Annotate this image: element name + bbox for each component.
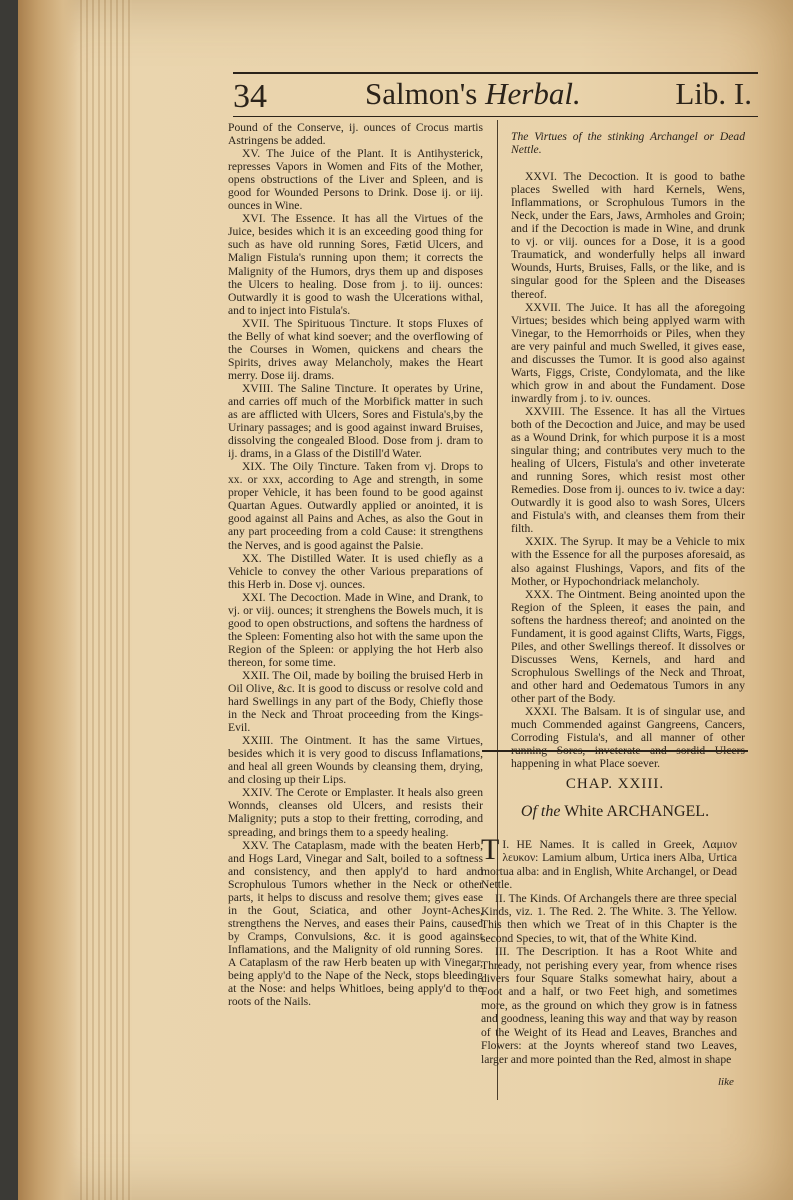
paragraph: XV. The Juice of the Plant. It is Antihysterick, represses Vapors in Women and Fits of the Mother, opens obstructions of the Liver and Spleen, and is good for Wounded Persons to Drink. Dose ij. or iij. ounces in Wine. (228, 147, 483, 213)
chapter-title: CHAP. XXIII. (565, 776, 665, 792)
running-header (213, 72, 758, 118)
drop-cap: T (481, 833, 500, 866)
paragraph: XXVI. The Decoction. It is good to bathe places Swelled with hard Kernels, Wens, Inflammations, or Scrophulous Tumors in the Neck, under the Ears, Jaws, Armholes and Groin; and if the Decoction is made in Wine, and drunk to vj. or viij. ounces for a Dose, it is a good Traumatick, and wonderfully helps all inward Wounds, Hurts, Bruises, Falls, or the like, and is singular good for the Spleen and the Diseases thereof. (511, 170, 745, 301)
paragraph: XXXI. The Balsam. It is of singular use, and much Commended against Gangreens, Cancers, Corroding Fistula's, and all manner of other running Sores, inveterate and sordid Ulcers happening in what Place soever. (511, 705, 745, 771)
paragraph: III. The Description. It has a Root White and Thready, not perishing every year, from whence rises divers four Square Stalks somewhat hairy, about a Foot and a half, or two Feet high, and sometimes more, as the ground on which they grow is in fatness and goodness, leaning this way and that way by reason of the Weight of its Head and Leaves, Branches and Flowers: at the Joynts whereof stand two Leaves, larger and more pointed than the Red, almost in shape (481, 945, 737, 1066)
paragraph: XXIII. The Ointment. It has the same Virtues, besides which it is very good to discuss Inflamations, and heal all green Wounds by cleansing them, drying, and closing up their Lips. (228, 734, 483, 787)
page-spine (18, 0, 78, 1200)
paragraph: XVI. The Essence. It has all the Virtues of the Juice, besides which it is an exceeding good thing for such as have old running Sores, Fætid Ulcers, and Malign Fistula's running upon them; it corrects the Malignity of the Humors, drys them up and disposes the Ulcers to healing. Dose from j. to iij. ounces: Outwardly it is good to wash the Ulcerations withal, and to inject into Fistula's. (228, 212, 483, 317)
paragraph (481, 833, 737, 892)
left-column (228, 121, 483, 1021)
chapter-subtitle-of: Of the (520, 803, 561, 820)
chapter-heading (482, 750, 748, 821)
page-gutter (80, 0, 132, 1200)
header-rule-top (233, 72, 758, 74)
chapter-subtitle-text: White ARCHANGEL. (564, 803, 710, 820)
paragraph: XVIII. The Saline Tincture. It operates by Urine, and carries off much of the Morbifick matter in such as are afflicted with Ulcers, Sores and Fistula's,by the Urinary passages; and is good against inward Bruises, dissolving the congealed Blood. Dose from j. dram to ij. drams, in a Glass of the Distill'd Water. (228, 381, 483, 461)
running-title (365, 76, 581, 112)
page-number: 34 (233, 78, 267, 115)
paragraph: XXIV. The Cerote or Emplaster. It heals also green Wonnds, cleanses old Ulcers, and resists their Malignity; puts a stop to their fretting, corroding, and spreading, and brings them to a speedy healing. (228, 786, 483, 839)
section-heading: The Virtues of the stinking Archangel or Dead Nettle. (511, 130, 745, 157)
book-number: Lib. I. (675, 76, 752, 111)
right-column (511, 130, 745, 770)
paragraph: Pound of the Conserve, ij. ounces of Crocus martis Astringens be added. (228, 121, 483, 148)
paragraph: XXVIII. The Essence. It has all the Virtues both of the Decoction and Juice, and may be used as a Wound Drink, for which purpose it is a most singular thing; and contributes very much to the healing of Ulcers, Fistula's and other inveterate and running Sores, which resist most other Remedies. Dose from ij. ounces to iv. twice a day: Outwardly it is good also to wash Sores, Ulcers and Fistula's with, and cleanses them from their filth. (511, 404, 745, 536)
header-rule-bottom (233, 116, 758, 117)
chapter-body (481, 833, 737, 1066)
catchword: like (718, 1076, 734, 1088)
running-title-text: Salmon's (365, 76, 478, 111)
paragraph: XXI. The Decoction. Made in Wine, and Drank, to vj. or viij. ounces; it strenghens the Bowels much, it is good to open obstructions, and softens the hardness of the Spleen: Fomenting also hot with the same upon the Region of the Spleen: or applying the hot Herb also thereon, for some time. (228, 590, 483, 669)
paragraph-text: I. HE Names. It is called in Greek, Λαμιον λευκον: Lamium album, Urtica iners Alba, Urtica mortua alba: and in English, White Archangel, or Dead Nettle. (481, 838, 737, 892)
chapter-rule (482, 750, 748, 752)
paragraph: XXIX. The Syrup. It may be a Vehicle to mix with the Essence for all the purposes aforesaid, as also against Flushings, Vapors, and fits of the Mother, or Hypochondriack melancholy. (511, 535, 745, 588)
chapter-subtitle (482, 803, 748, 821)
paragraph: XXII. The Oil, made by boiling the bruised Herb in Oil Olive, &c. It is good to discuss or resolve cold and hard Swellings in any part of the Body, Chiefly those in the Neck and Throat proceeding from the Kings-Evil. (228, 668, 483, 735)
paragraph: XXVII. The Juice. It has all the aforegoing Virtues; besides which being applyed warm with Vinegar, to the Hemorrhoids or Piles, when they are very painful and much Swelled, it gives ease, and discusses the Tumor. It is good also against Warts, Figgs, Criste, Condylomata, and the like which grow in and about the Fundament. Dose inwardly from j. to iv. ounces. (511, 300, 745, 405)
paragraph: XXV. The Cataplasm, made with the beaten Herb, and Hogs Lard, Vinegar and Salt, boiled to a softness and consistency, and then apply'd to hard and Scrophulous Tumors whether in the Neck or other parts, it helps to discuss and resolve them; gives ease in the Gout, Sciatica, and other Joynt-Aches, strengthens the Nerves, and eases their Pains, caused by Cramps, Convulsions, &c. it is good against Inflamations, and the Malignity of old running Sores. A Cataplasm of the raw Herb beaten up with Vinegar, being apply'd to the Nape of the Neck, stops bleeding at the Nose: and helps Whitloes, being apply'd to the roots of the Nails. (228, 838, 483, 1009)
running-title-italic: Herbal. (485, 76, 581, 111)
paragraph: XIX. The Oily Tincture. Taken from vj. Drops to xx. or xxx, according to Age and strength, in some proper Vehicle, it has been found to be good against Quartan Agues. Outwardly applied or anointed, it is good against all Pains and Aches, as also the Gout in any part proceeding from a cold Cause: it strengthens the Nerves, and is good against the Palsie. (228, 460, 483, 552)
paragraph: XXX. The Ointment. Being anointed upon the Region of the Spleen, it eases the pain, and softens the hardness thereof; and anointed on the Fundament, it is good against Clifts, Warts, Figgs, Piles, and other Swellings thereof. It dissolves or Discusses Wens, Kernels, and hard and Scrophulous Swellings of the Neck and Throat, and other hard and Oedematous Tumors in any other part of the Body. (511, 587, 745, 705)
paragraph: II. The Kinds. Of Archangels there are three special Kinds, viz. 1. The Red. 2. The White. 3. The Yellow. This then which we Treat of in this Chapter is the second Species, to wit, that of the White Kind. (481, 891, 737, 945)
paragraph: XX. The Distilled Water. It is used chiefly as a Vehicle to convey the other Various preparations of this Herb in. Dose vj. ounces. (228, 551, 483, 591)
paragraph: XVII. The Spirituous Tincture. It stops Fluxes of the Belly of what kind soever; and the overflowing of the Courses in Women, quickens and chears the Spirits, drives away Melancholy, makes the Heart merry. Dose iij. drams. (228, 316, 483, 382)
